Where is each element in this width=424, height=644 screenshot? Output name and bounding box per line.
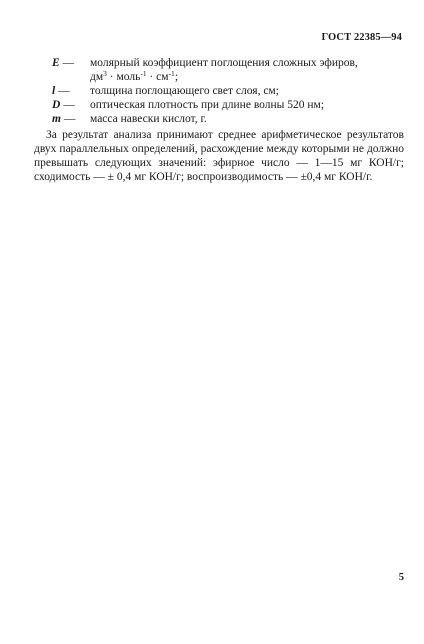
unit-part: · см [146, 71, 169, 83]
unit-part: дм [90, 71, 104, 83]
result-paragraph-text: За результат анализа принимают среднее арифметическое результатов двух параллельных определений, расхождение между которыми не должно превышать следующих значений: эфирное число — 1—15 мг КОН/г; сходимость — ± 0,4 мг КОН/г; воспроизводимость — ±0,4 мг КОН/г. [34, 129, 404, 183]
definition-term [52, 98, 90, 112]
definition-dash: — [62, 57, 75, 69]
definition-dash: — [63, 113, 76, 125]
definition-dash: — [63, 99, 75, 111]
document-header-standard: ГОСТ 22385—94 [321, 32, 402, 43]
unit-part: ; [174, 71, 179, 83]
symbol-m: m [52, 113, 61, 125]
unit-superscript: -1 [140, 69, 147, 78]
definition-text [90, 56, 404, 84]
definition-text-main: молярный коэффициент поглощения сложных эфиров, [90, 57, 358, 69]
result-paragraph [34, 128, 404, 184]
definition-text: оптическая плотность при длине волны 520 нм; [90, 99, 325, 111]
definition-row-l [52, 84, 404, 98]
unit-superscript: 3 [103, 69, 107, 78]
definition-term [52, 56, 90, 70]
symbol-d: D [52, 99, 61, 111]
definition-row-d [52, 98, 404, 112]
definition-term [52, 84, 90, 98]
definition-row-m [52, 112, 404, 126]
definition-dash: — [58, 85, 70, 97]
definition-row-e [52, 56, 404, 84]
symbol-l: l [52, 85, 56, 97]
unit-part: · моль [106, 71, 141, 83]
symbol-definitions [52, 56, 404, 126]
page-number: 5 [398, 572, 404, 583]
definition-text: толщина поглощающего свет слоя, см; [90, 85, 279, 97]
definition-term [52, 112, 90, 126]
symbol-e: E [52, 57, 60, 69]
definition-text: масса навески кислот, г. [90, 113, 207, 125]
unit-superscript: -1 [168, 69, 175, 78]
